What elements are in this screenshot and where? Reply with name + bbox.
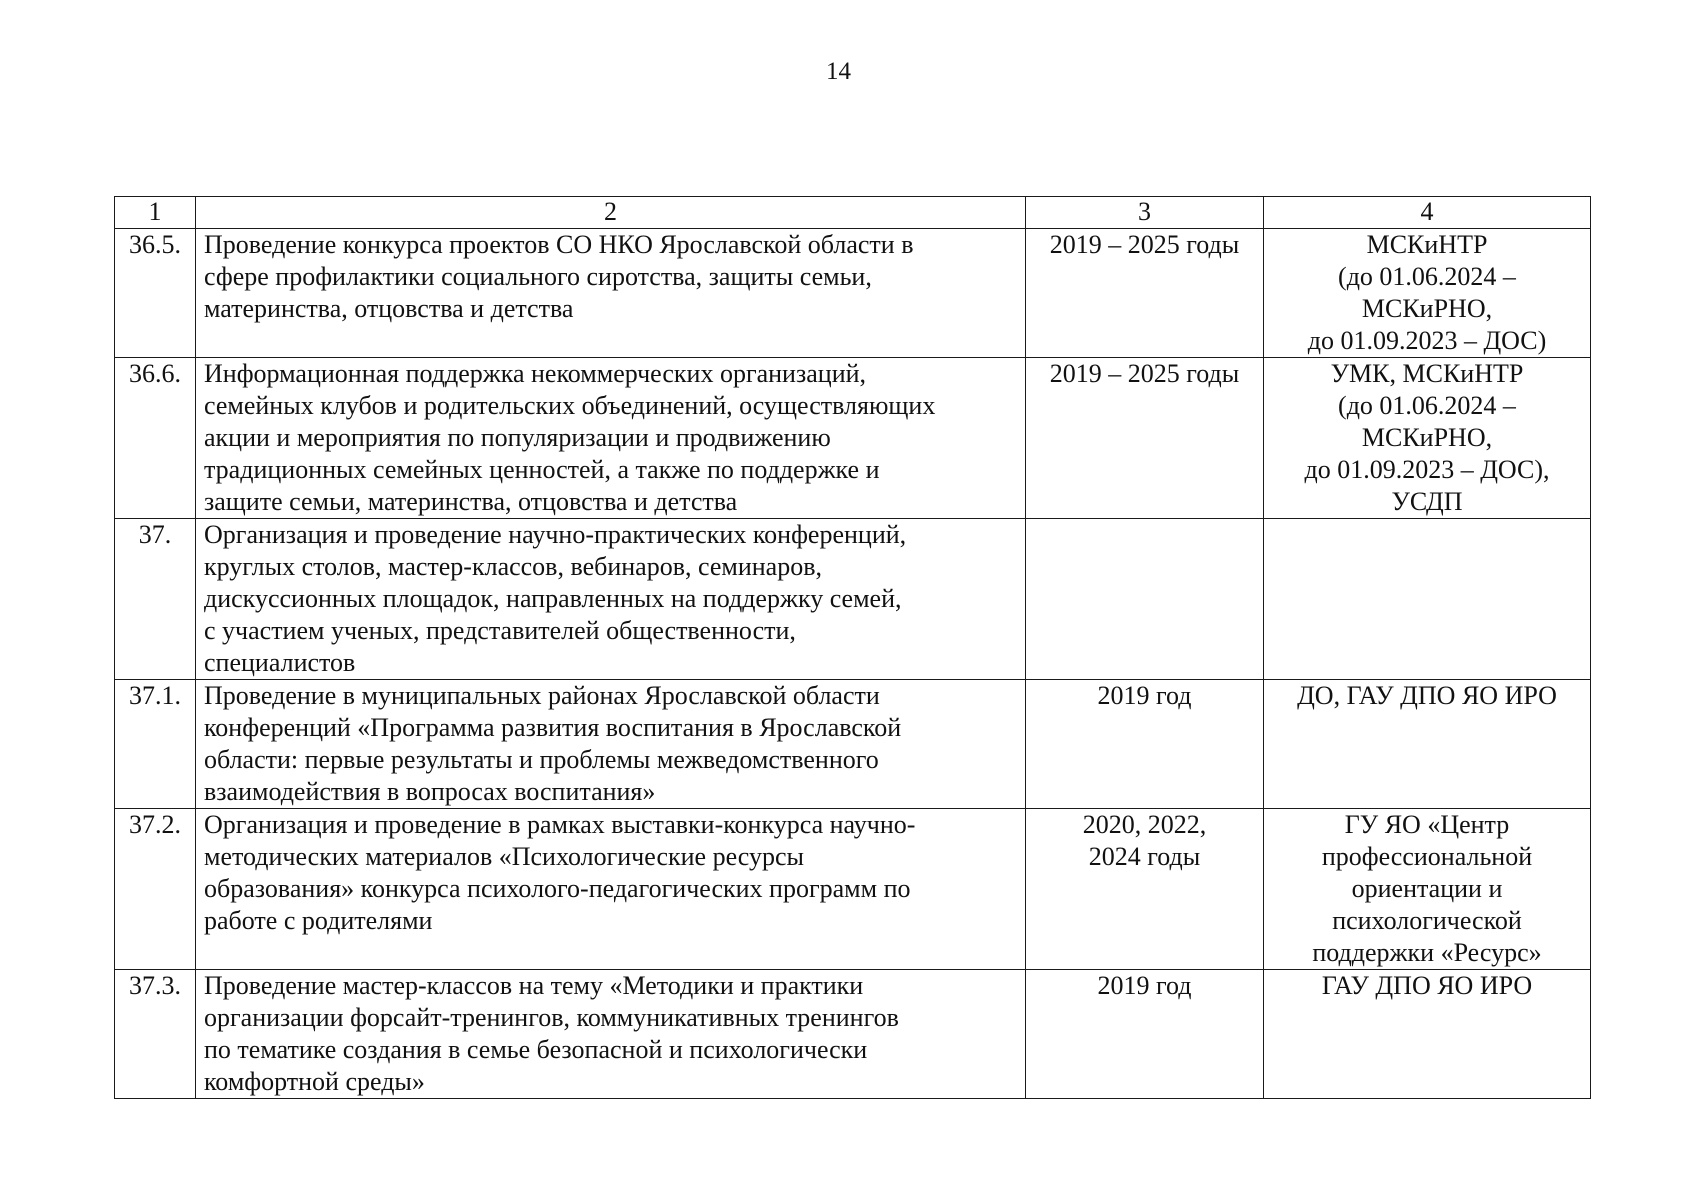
row-executor-line: МСКиРНО,	[1361, 294, 1493, 323]
row-description-line: с участием ученых, представителей общественности,	[204, 616, 796, 645]
row-description-line: работе с родителями	[204, 906, 433, 935]
row-period-line: 2019 год	[1097, 681, 1192, 710]
row-description-line: традиционных семейных ценностей, а также по поддержке и	[204, 455, 880, 484]
row-executor	[1264, 358, 1591, 519]
row-description-line: акции и мероприятия по популяризации и продвижению	[204, 423, 831, 452]
row-description	[196, 680, 1026, 809]
row-period	[1026, 680, 1264, 809]
row-period	[1026, 358, 1264, 519]
row-description-line: Организация и проведение научно-практических конференций,	[204, 520, 907, 549]
row-executor-line: МСКиРНО,	[1361, 423, 1493, 452]
table-row	[115, 970, 1591, 1099]
row-executor-line: поддержки «Ресурс»	[1312, 938, 1542, 967]
row-description	[196, 970, 1026, 1099]
row-executor	[1264, 519, 1591, 680]
row-executor	[1264, 970, 1591, 1099]
row-number: 37.	[115, 519, 196, 680]
row-number: 37.3.	[115, 970, 196, 1099]
row-description-line: области: первые результаты и проблемы межведомственного	[204, 745, 879, 774]
row-executor-line: до 01.09.2023 – ДОС),	[1304, 455, 1550, 484]
row-executor-line: (до 01.06.2024 –	[1338, 391, 1516, 420]
row-period	[1026, 229, 1264, 358]
row-period	[1026, 809, 1264, 970]
header-cell-number: 1	[115, 197, 196, 229]
row-description-line: взаимодействия в вопросах воспитания»	[204, 777, 656, 806]
row-period	[1026, 519, 1264, 680]
row-executor-line: ориентации и	[1351, 874, 1503, 903]
row-description-line: защите семьи, материнства, отцовства и детства	[204, 487, 738, 516]
row-executor-line: ДО, ГАУ ДПО ЯО ИРО	[1297, 681, 1557, 710]
row-description-line: комфортной среды»	[204, 1067, 425, 1096]
row-executor-line: УСДП	[1391, 487, 1463, 516]
row-number: 37.2.	[115, 809, 196, 970]
header-cell-executor: 4	[1264, 197, 1591, 229]
table-row	[115, 680, 1591, 809]
table-header-row	[115, 197, 1591, 229]
row-description-line: образования» конкурса психолого-педагогических программ по	[204, 874, 911, 903]
header-cell-description: 2	[196, 197, 1026, 229]
activities-table	[114, 196, 1591, 1099]
row-executor-line: ГУ ЯО «Центр	[1344, 810, 1510, 839]
row-description-line: специалистов	[204, 648, 356, 677]
row-number: 36.6.	[115, 358, 196, 519]
row-description-line: Информационная поддержка некоммерческих организаций,	[204, 359, 867, 388]
row-description-line: организации форсайт-тренингов, коммуникативных тренингов	[204, 1003, 899, 1032]
row-period-line: 2019 – 2025 годы	[1049, 230, 1240, 259]
row-executor-line: (до 01.06.2024 –	[1338, 262, 1516, 291]
row-description-line: Организация и проведение в рамках выставки-конкурса научно-	[204, 810, 916, 839]
row-description	[196, 519, 1026, 680]
row-description-line: сфере профилактики социального сиротства, защиты семьи,	[204, 262, 872, 291]
row-executor	[1264, 229, 1591, 358]
row-description-line: Проведение мастер-классов на тему «Методики и практики	[204, 971, 864, 1000]
row-description-line: дискуссионных площадок, направленных на поддержку семей,	[204, 584, 902, 613]
header-cell-period: 3	[1026, 197, 1264, 229]
row-description-line: методических материалов «Психологические ресурсы	[204, 842, 804, 871]
table-row	[115, 519, 1591, 680]
row-description-line: Проведение в муниципальных районах Ярославской области	[204, 681, 880, 710]
table-row	[115, 809, 1591, 970]
row-period-line: 2019 – 2025 годы	[1049, 359, 1240, 388]
row-executor-line: до 01.09.2023 – ДОС)	[1307, 326, 1547, 355]
row-period-line: 2020, 2022,	[1082, 810, 1207, 839]
table-row	[115, 358, 1591, 519]
row-executor-line: ГАУ ДПО ЯО ИРО	[1321, 971, 1533, 1000]
page-number: 14	[826, 58, 851, 85]
row-executor-line: профессиональной	[1321, 842, 1533, 871]
row-executor-line: УМК, МСКиНТР	[1330, 359, 1524, 388]
row-description-line: круглых столов, мастер-классов, вебинаров, семинаров,	[204, 552, 822, 581]
row-description-line: материнства, отцовства и детства	[204, 294, 574, 323]
row-period-line: 2024 годы	[1088, 842, 1201, 871]
row-description	[196, 229, 1026, 358]
row-executor-line: психологической	[1332, 906, 1522, 935]
row-executor-line: МСКиНТР	[1366, 230, 1488, 259]
row-description-line: по тематике создания в семье безопасной и психологически	[204, 1035, 868, 1064]
row-description	[196, 358, 1026, 519]
row-period	[1026, 970, 1264, 1099]
row-description	[196, 809, 1026, 970]
row-description-line: семейных клубов и родительских объединений, осуществляющих	[204, 391, 936, 420]
row-period-line: 2019 год	[1097, 971, 1192, 1000]
row-number: 37.1.	[115, 680, 196, 809]
row-executor	[1264, 809, 1591, 970]
row-description-line: Проведение конкурса проектов СО НКО Ярославской области в	[204, 230, 914, 259]
row-description-line: конференций «Программа развития воспитания в Ярославской	[204, 713, 902, 742]
row-number: 36.5.	[115, 229, 196, 358]
table-row	[115, 229, 1591, 358]
row-executor	[1264, 680, 1591, 809]
